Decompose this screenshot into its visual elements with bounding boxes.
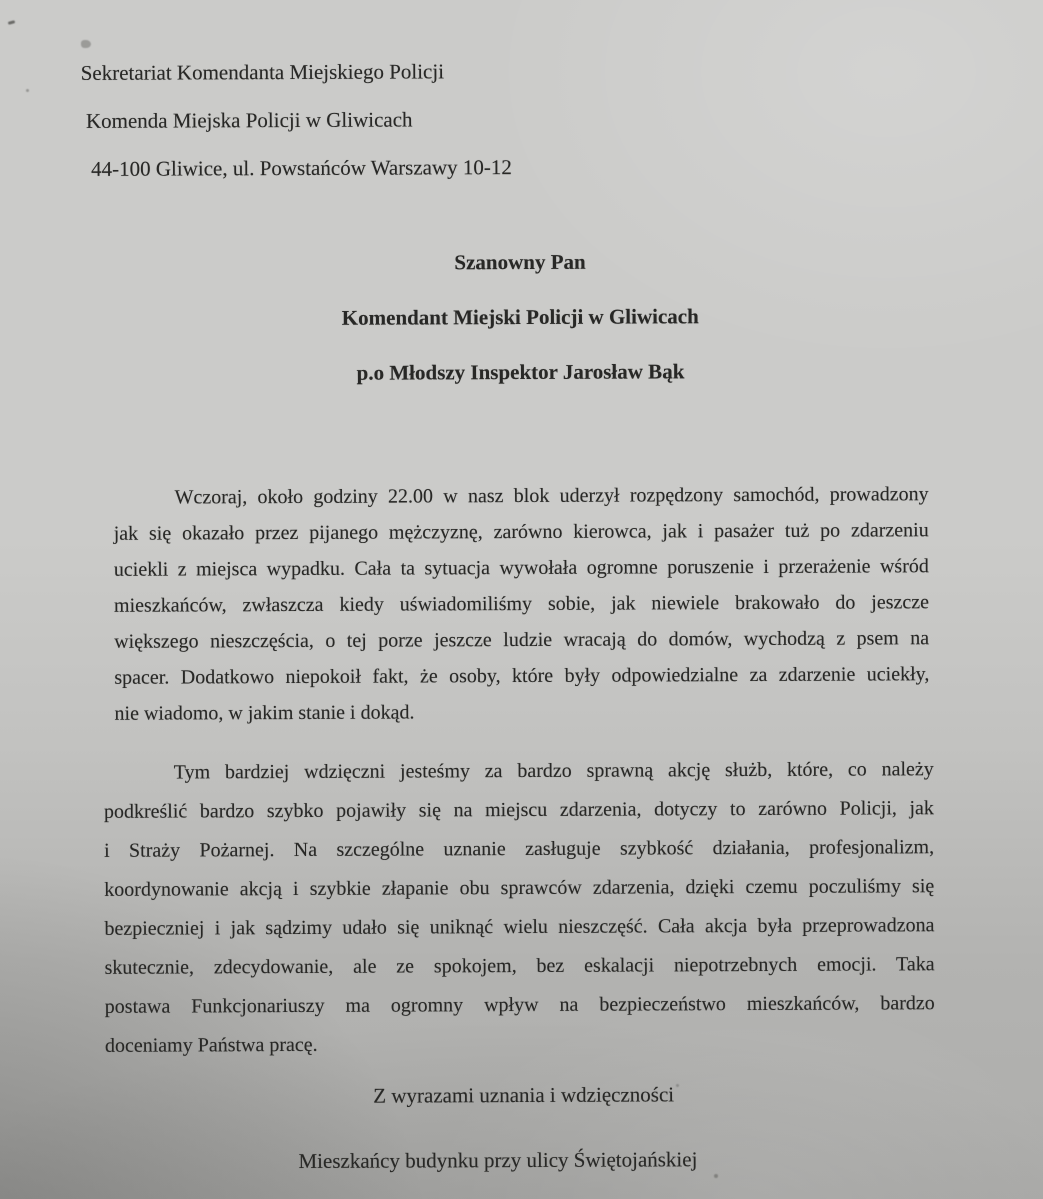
body-text-line: nie wiadomo, w jakim stanie i dokąd. <box>114 701 415 725</box>
recipient-line: p.o Młodszy Inspektor Jarosław Bąk <box>356 359 685 385</box>
body-text-line: jak się okazało przez pijanego mężczyznę, zarówno kierowca, jak i pasażer tuż po zdarzeniu <box>113 519 929 545</box>
body-text-line: skutecznie, zdecydowanie, ale ze spokojem, bez eskalacji niepotrzebnych emocji. Taka <box>104 953 935 979</box>
body-text-line: bezpieczniej i jak sądzimy udało się uniknąć wielu nieszczęść. Cała akcja była przeprowadzona <box>104 914 935 940</box>
scan-speck <box>714 1174 718 1178</box>
body-text-line: postawa Funkcjonariuszy ma ogromny wpływ na bezpieczeństwo mieszkańców, bardzo <box>104 992 935 1018</box>
body-text-line: Tym bardziej wdzięczni jesteśmy za bardzo sprawną akcję służb, które, co należy <box>173 758 934 784</box>
body-text-line: doceniamy Państwa pracę. <box>104 1033 318 1057</box>
body-text-line: podkreślić bardzo szybko pojawiły się na miejscu zdarzenia, dotyczy to zarówno Policji, jak <box>103 797 934 823</box>
sender-line: Sekretariat Komendanta Miejskiego Policji <box>80 59 445 85</box>
closing-line: Mieszkańcy budynku przy ulicy Świętojańskiej <box>298 1147 698 1173</box>
recipient-block <box>0 233 1042 403</box>
scan-speck <box>676 1084 679 1087</box>
scan-speck <box>81 40 91 48</box>
sender-line: Komenda Miejska Policji w Gliwicach <box>85 107 413 133</box>
closing-line: Z wyrazami uznania i wdzięczności <box>373 1082 675 1108</box>
closing-block <box>2 1061 1043 1196</box>
body-text-line: uciekli z miejsca wypadku. Cała ta sytuacja wywołała ogromne poruszenie i przerażenie wśród <box>113 555 929 581</box>
body-text-line: i Straży Pożarnej. Na szczególne uznanie zasługuje szybkość działania, profesjonalizm, <box>104 836 935 862</box>
sender-address-block <box>81 47 512 193</box>
body-paragraph-2 <box>104 750 935 1066</box>
sender-line: 44-100 Gliwice, ul. Powstańców Warszawy 10-12 <box>91 155 512 181</box>
body-text-line: większego nieszczęścia, o tej porze jeszcze ludzie wracają do domów, wychodzą z psem na <box>114 627 930 653</box>
recipient-line: Szanowny Pan <box>454 249 586 275</box>
body-text-line: Wczoraj, około godziny 22.00 w nasz blok uderzył rozpędzony samochód, prowadzony <box>174 483 929 509</box>
recipient-line: Komendant Miejski Policji w Gliwicach <box>341 304 699 330</box>
body-text-line: spacer. Dodatkowo niepokoił fakt, że osoby, które były odpowiedzialne za zdarzenie uciekły, <box>114 663 930 689</box>
scan-speck <box>26 89 29 92</box>
body-text-line: koordynowanie akcją i szybkie złapanie obu sprawców zdarzenia, dzięki czemu poczuliśmy się <box>104 875 935 901</box>
body-paragraph-1 <box>113 476 929 732</box>
body-text-line: mieszkańców, zwłaszcza kiedy uświadomiliśmy sobie, jak niewiele brakowało do jeszcze <box>113 591 930 617</box>
